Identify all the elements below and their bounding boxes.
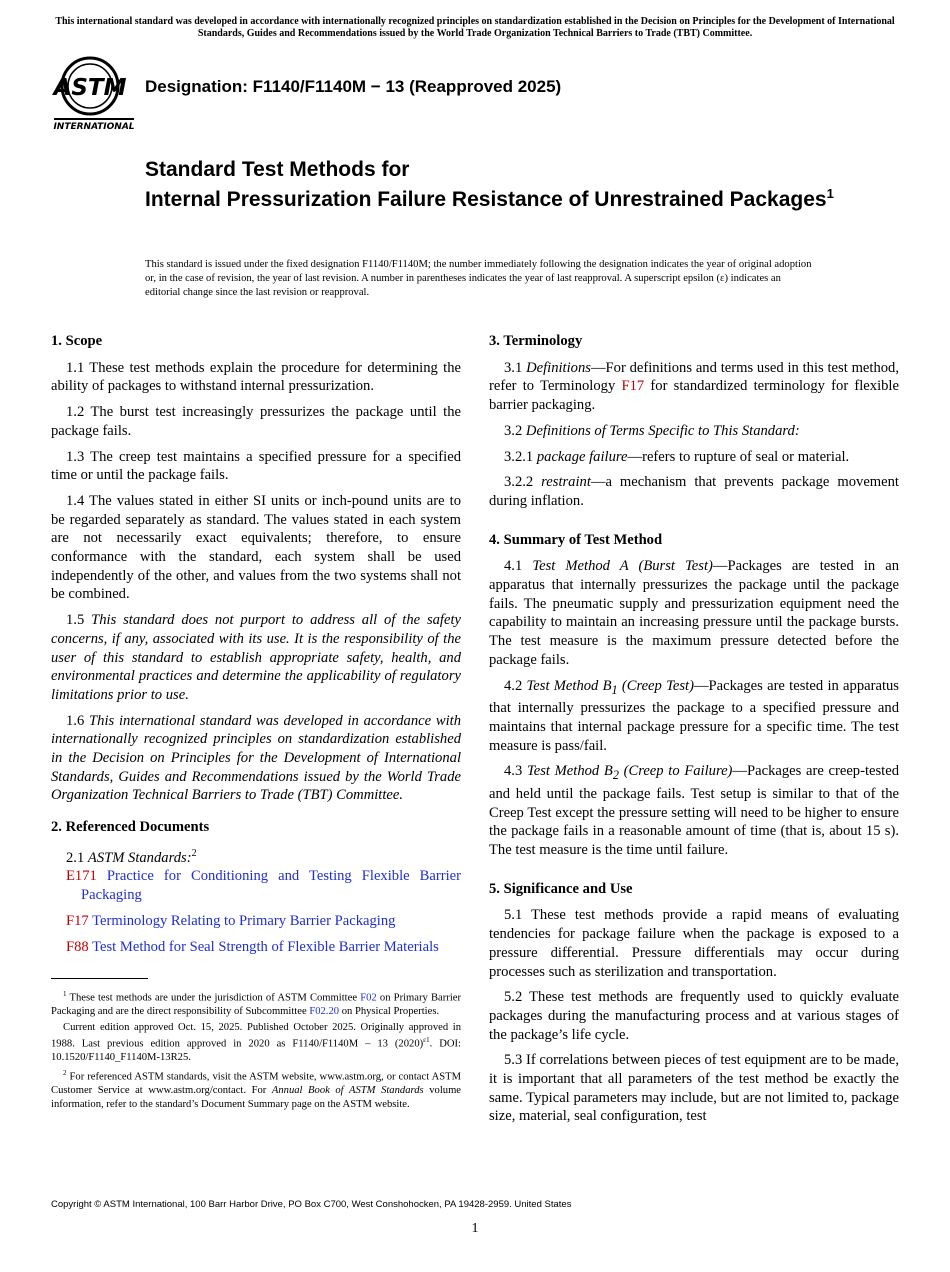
subcommittee-link[interactable]: F02.20: [309, 1006, 340, 1018]
footnote-2: [51, 1067, 461, 1111]
footnote-text: on Primary Barrier Packaging and are the direct responsibility of Subcommittee: [51, 992, 461, 1018]
para-5-2: 5.2 These test methods are frequently used to quickly evaluate packages during the manufacturing process and at various stages of the package’s life cycle.: [489, 989, 899, 1043]
para-num: 4.3: [504, 763, 523, 780]
ref-title-link[interactable]: Test Method for Seal Strength of Flexible Barrier Materials: [92, 938, 439, 955]
tbt-statement: This international standard was developed in accordance with internationally recognized principles on standardization established in the Decision on Principles for the Development of International Standards, Guides and Recommendations issued by the World Trade Organization Technical Barriers to Trade (TBT) Committee.: [51, 712, 462, 804]
para-text: —Packages are tested in an apparatus that internally pressurizes the package until the package fails. The pneumatic supply and pressurization equipment need the capability to maintain an increasing pressure until the package bursts. The test measure is the maximum pressure detected before the package fails.: [489, 558, 900, 668]
para-text: —Packages are creep-tested and held until the package fails. Test setup is similar to that of the Creep Test except the pressure setting will need to be higher to ensure the package fails in a reasonable amount of time (that is, about 15 s). The test measure is the time until failure.: [489, 763, 900, 858]
para-1-6: [51, 712, 461, 806]
para-4-2: [489, 677, 899, 756]
ref-item[interactable]: [51, 938, 461, 957]
footnote-text: For referenced ASTM standards, visit the ASTM website, www.astm.org, or contact ASTM Customer Service at www.astm.org/contact. For: [51, 1071, 461, 1097]
title-line-1: Standard Test Methods for: [145, 158, 410, 181]
footnote-mark: 2: [63, 1069, 67, 1078]
footnote-text: on Physical Properties.: [341, 1006, 440, 1018]
para-num: 2.1: [66, 849, 85, 866]
term: [526, 677, 694, 697]
doi-text: . DOI: 10.1520/F1140_F1140M-13R25.: [51, 1038, 461, 1064]
term-text: (Creep to Failure): [618, 763, 733, 780]
right-column: [489, 332, 899, 1133]
para-3-2: [489, 422, 899, 441]
ref-title-link[interactable]: Terminology Relating to Primary Barrier Packaging: [92, 912, 396, 929]
term: restraint: [541, 474, 591, 491]
para-num: 1.5: [66, 612, 85, 629]
para-3-1: [489, 359, 899, 415]
ref-code-link[interactable]: F17: [66, 912, 89, 929]
para-1-4: 1.4 The values stated in either SI units or inch-pound units are to be regarded separately as standard. The values stated in each system are not necessarily exact equivalents; therefore, to ensure conformance with the standard, each system shall be used independently of the other, and values from the two systems shall not be combined.: [51, 492, 461, 603]
section-heading-terminology: 3. Terminology: [489, 333, 583, 349]
para-num: 3.2: [504, 422, 523, 439]
title-main: Internal Pressurization Failure Resistance of Unrestrained Packages: [145, 188, 827, 211]
ref-item[interactable]: [51, 912, 461, 931]
safety-caveat: This standard does not purport to address all of the safety concerns, if any, associated with its use. It is the responsibility of the user of this standard to establish appropriate safety, health, and environmental practices and determine the applicability of regulatory limitations prior to use.: [51, 612, 461, 703]
section-heading-significance: 5. Significance and Use: [489, 880, 633, 897]
logo-subtext: INTERNATIONAL: [53, 122, 135, 132]
committee-link[interactable]: F02: [360, 992, 377, 1004]
page-number: 1: [471, 1221, 479, 1236]
para-5-3: 5.3 If correlations between pieces of test equipment are to be made, it is important that all parameters of the test method be exactly the same. Typical parameters may include, but are not limited to, package size, material, seal configuration, test: [489, 1052, 899, 1125]
para-3-2-1: [489, 448, 899, 467]
footnote-mark: 1: [63, 990, 67, 998]
copyright: Copyright © ASTM International, 100 Barr Harbor Drive, PO Box C700, West Conshohocken, PA 19428-2959. United States: [51, 1199, 572, 1210]
para-5-1: 5.1 These test methods provide a rapid means of evaluating tendencies for package failure when the package is exposed to a pressure differential. Pressure differentials may occur during processes such as sterilization and transportation.: [489, 907, 899, 980]
term: package failure: [536, 448, 628, 465]
para-text: —refers to rupture of seal or material.: [627, 448, 850, 465]
section-heading-scope: 1. Scope: [51, 333, 103, 349]
term: Test Method A (Burst Test): [532, 558, 713, 575]
ref-code-link[interactable]: E171: [66, 868, 97, 885]
para-num: 4.2: [504, 677, 523, 694]
para-num: 3.2.2: [504, 474, 534, 491]
title-line-2: [145, 182, 865, 212]
epsilon-mark: ε1: [423, 1036, 430, 1045]
subheading: Definitions of Terms Specific to This Standard:: [525, 422, 800, 439]
para-text: —For definitions and terms used in this test method, refer to Terminology: [489, 359, 899, 395]
section-heading-summary: 4. Summary of Test Method: [489, 531, 663, 548]
para-3-2-2: [489, 473, 899, 510]
para-1-3: 1.3 The creep test maintains a specified pressure for a specified time or until the package fails.: [51, 448, 461, 484]
para-1-2: 1.2 The burst test increasingly pressurizes the package until the package fails.: [51, 404, 461, 439]
term-subscript: 2: [612, 768, 619, 783]
designation: Designation: F1140/F1140M − 13 (Reapproved 2025): [145, 77, 562, 96]
term-text: Test Method B: [526, 677, 612, 694]
term-subscript: 1: [611, 682, 618, 697]
para-2-1: [51, 845, 461, 868]
page-title: [145, 158, 865, 212]
astm-standards-label: ASTM Standards:: [87, 849, 192, 866]
footnotes: [51, 988, 461, 1113]
annual-book-title: Annual Book of ASTM Standards: [271, 1085, 424, 1097]
issued-note: This standard is issued under the fixed designation F1140/F1140M; the number immediately following the designation indicates the year of original adoption or, in the case of revision, the year of last revision. A number in parentheses indicates the year of last reapproval. A superscript epsilon (ε) indicates an editorial change since the last revision or reapproval.: [145, 259, 812, 298]
footnote-mark: 2: [191, 847, 197, 859]
term-text: (Creep Test): [617, 677, 694, 694]
para-num: 4.1: [504, 558, 523, 575]
para-4-1: [489, 557, 899, 669]
footnote-edition: [51, 1021, 461, 1065]
tbt-notice: This international standard was developed in accordance with internationally recognized principles on standardization established in the Decision on Principles for the Development of International Standards, Guides and Recommendations issued by the World Trade Organization Technical Barriers to Trade (TBT) Committee.: [55, 16, 895, 39]
footnote-divider: [51, 978, 148, 979]
edition-text: Current edition approved Oct. 15, 2025. Published October 2025. Originally approved in 1988. Last previous edition approved in 2020 as F1140/F1140M – 13 (2020): [51, 1021, 461, 1050]
ref-item[interactable]: [51, 867, 461, 904]
term: [526, 763, 733, 783]
term-text: Test Method B: [526, 763, 613, 780]
para-4-3: [489, 762, 899, 859]
astm-logo: [52, 56, 136, 132]
para-num: 3.1: [504, 359, 523, 376]
para-text: —a mechanism that prevents package movement during inflation.: [489, 474, 899, 509]
para-num: 1.6: [66, 712, 85, 729]
para-text: —Packages are tested in apparatus that internally pressurizes the package to a specified pressure and maintains that internal package pressure for a specific time. The test measure is pass/fail.: [489, 677, 899, 754]
footnote-text: These test methods are under the jurisdiction of ASTM Committee: [69, 992, 358, 1004]
footnote-1: [51, 988, 461, 1019]
astm-logo-mark: [52, 56, 136, 132]
para-text: for standardized terminology for flexible barrier packaging.: [489, 378, 899, 414]
para-1-1: 1.1 These test methods explain the procedure for determining the ability of packages to withstand internal pressurization.: [51, 359, 461, 395]
section-heading-referenced: 2. Referenced Documents: [51, 819, 210, 836]
ref-title-link[interactable]: Practice for Conditioning and Testing Flexible Barrier Packaging: [81, 868, 461, 904]
title-footnote-mark: 1: [826, 186, 834, 201]
left-column: [51, 332, 461, 963]
terminology-f17-link[interactable]: F17: [621, 378, 645, 395]
footnote-text: volume information, refer to the standard’s Document Summary page on the ASTM website.: [51, 1085, 462, 1110]
logo-letters: ASTM: [53, 75, 127, 101]
para-1-5: [51, 611, 461, 705]
ref-code-link[interactable]: F88: [66, 938, 89, 955]
term: Definitions: [526, 359, 591, 376]
para-num: 3.2.1: [504, 448, 534, 465]
